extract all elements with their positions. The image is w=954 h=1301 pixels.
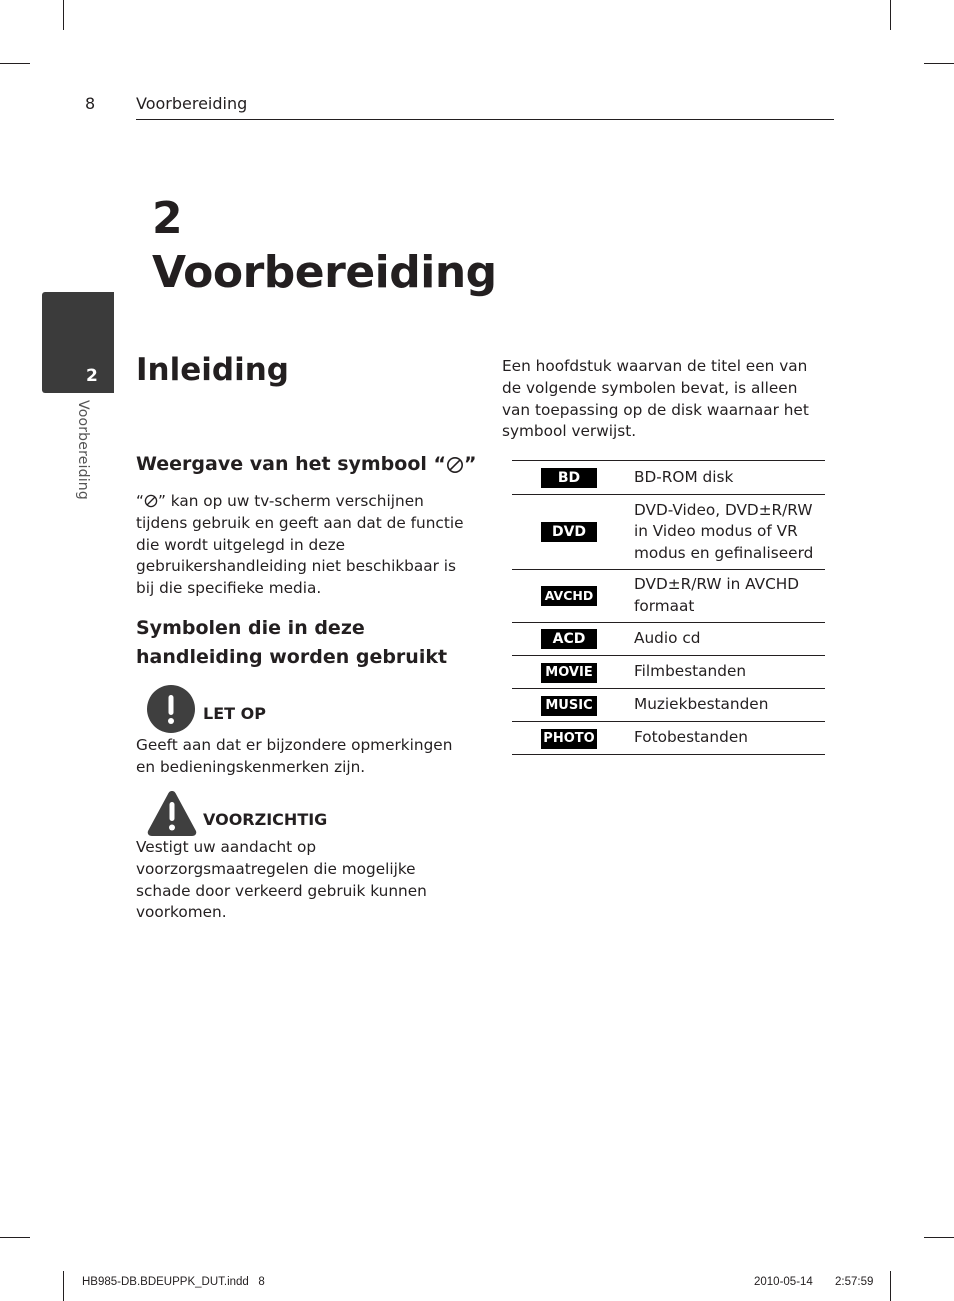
symbol-quote-open: “ <box>136 492 144 510</box>
side-tab-label: Voorbereiding <box>75 400 91 500</box>
crop-mark <box>924 63 954 64</box>
table-row <box>512 461 825 495</box>
table-row <box>512 623 825 656</box>
table-row <box>512 689 825 722</box>
symbol-description: Muziekbestanden <box>626 689 825 722</box>
symbols-table <box>512 460 825 755</box>
symbols-intro: Een hoofdstuk waarvan de titel een van de volgende symbolen bevat, is alleen van toepassing op de disk waarnaar het symbool verwijst. <box>502 357 809 441</box>
symbol-heading <box>136 450 477 479</box>
table-row <box>512 722 825 755</box>
note-text: Geeft aan dat er bijzondere opmerkingen en bedieningskenmerken zijn. <box>136 736 453 776</box>
caution-icon <box>146 789 198 837</box>
symbol-description-text: ” kan op uw tv-scherm verschijnen tijdens gebruik en geeft aan dat de functie die wordt uitgelegd in deze gebruikershandleiding niet beschikbaar is bij die specifieke media. <box>136 492 464 598</box>
crop-mark <box>63 1271 64 1301</box>
header-rule <box>136 119 834 120</box>
crop-mark <box>63 0 64 30</box>
symbol-description: DVD-Video, DVD±R/RW in Video modus of VR modus en gefinaliseerd <box>626 495 825 570</box>
dvd-badge: DVD <box>541 522 597 542</box>
bd-badge: BD <box>541 468 597 488</box>
footer-filename: HB985-DB.BDEUPPK_DUT.indd 8 <box>82 1276 265 1288</box>
caution-text: Vestigt uw aandacht op voorzorgsmaatregelen die mogelijke schade door verkeerd gebruik kunnen voorkomen. <box>136 838 427 922</box>
prohibited-icon <box>144 494 158 508</box>
crop-mark <box>0 63 30 64</box>
chapter-number: 2 <box>152 193 183 244</box>
symbol-description: BD-ROM disk <box>626 461 825 495</box>
symbol-heading-close: ” <box>464 453 477 475</box>
symbol-description: Filmbestanden <box>626 656 825 689</box>
movie-badge: MOVIE <box>541 663 597 683</box>
photo-badge: PHOTO <box>541 729 597 749</box>
music-badge: MUSIC <box>541 696 597 716</box>
side-tab-number: 2 <box>86 366 98 386</box>
crop-mark <box>924 1237 954 1238</box>
symbol-description: Fotobestanden <box>626 722 825 755</box>
crop-mark <box>890 1271 891 1301</box>
footer-date: 2010-05-14 <box>754 1276 813 1288</box>
caution-label: VOORZICHTIG <box>203 810 328 829</box>
footer-time: 2:57:59 <box>835 1276 874 1288</box>
table-row <box>512 495 825 570</box>
chapter-title <box>152 192 497 300</box>
prohibited-icon <box>446 456 464 474</box>
acd-badge: ACD <box>541 629 597 649</box>
section-heading: Inleiding <box>136 352 289 388</box>
symbol-heading-text: Weergave van het symbool “ <box>136 453 447 475</box>
crop-mark <box>890 0 891 30</box>
page-number: 8 <box>85 94 96 113</box>
running-header: Voorbereiding <box>136 94 248 113</box>
symbol-description: Audio cd <box>626 623 825 656</box>
note-label: LET OP <box>203 704 266 723</box>
avchd-badge: AVCHD <box>541 586 597 606</box>
crop-mark <box>0 1237 30 1238</box>
chapter-name: Voorbereiding <box>152 247 497 298</box>
table-row <box>512 570 825 623</box>
symbols-heading: Symbolen die in deze handleiding worden gebruikt <box>136 617 448 668</box>
symbol-description: DVD±R/RW in AVCHD formaat <box>626 570 825 623</box>
symbol-description <box>136 491 472 600</box>
table-row <box>512 656 825 689</box>
note-icon <box>147 685 195 733</box>
